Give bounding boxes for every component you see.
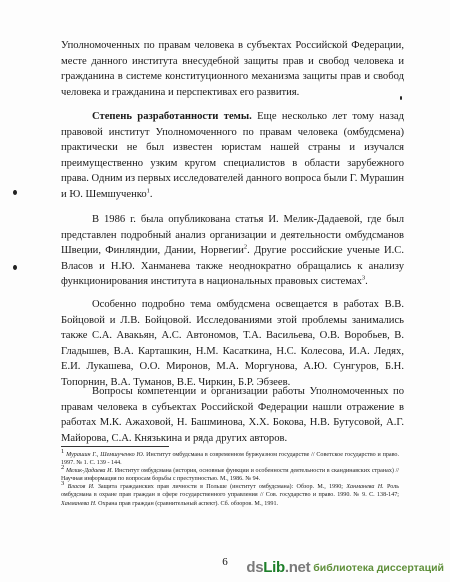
scan-speck — [13, 190, 17, 195]
footnote-author: Мурашин Г., Шемшученко Ю. — [66, 452, 145, 458]
dslib-logo — [246, 559, 310, 576]
main-text-1986 — [61, 212, 404, 290]
footnote-2 — [61, 464, 399, 483]
footnote-1 — [61, 447, 400, 467]
paragraph-text: В 1986 г. была опубликована статья И. Мелик-Дадаевой, где был представлен подробный анализ организации и деятельности омбудсманов Швеции, Финляндии, Дании, Норвегии — [61, 214, 404, 257]
paragraph-researchers: Особенно подробно тема омбудсмена освещается в работах В.В. Бойцовой и Л.В. Бойцовой. Исследованиями этой проблемы занимались также С.А. Авакьян, А.С. Автономов, Т.А. Васильева, О.В. Воробьев, В. Гладышев, В.А. Карташкин, Н.М. Касаткина, Н.С. Колесова, И.А. Ледях, Е.И. Лукашева, О.О. Миронов, М.А. Моргунова, А.Ю. Сунгуров, Б.Н. Топорнин, В.А. Туманов, В.Е. Чиркин, Б.Р. Эбзеев. — [61, 299, 404, 388]
paragraph-tail: . — [365, 276, 368, 288]
paragraph-degree-of-development — [61, 109, 404, 203]
footnote-author: Мелик-Дадаева И. — [65, 468, 114, 475]
main-text-section-degree — [61, 109, 404, 203]
dslib-tagline: библиотека диссертаций — [313, 561, 444, 574]
paragraph-1986-article — [61, 212, 404, 290]
footnote-text: Охрана прав граждан (сравнительный аспект). Сб. обзоров. М., 1991. — [96, 500, 279, 507]
main-text-competence — [61, 384, 404, 446]
logo-brand: Lib — [263, 559, 285, 576]
footnote-divider — [61, 446, 169, 447]
footnote-author: Власов И. — [67, 484, 95, 491]
footnote-ref-1: 1 — [146, 187, 150, 195]
footnote-author: Ханманева Н. — [346, 484, 384, 491]
footnote-text: Институт омбудсмана (история, основные функции и особенности деятельности в скандинавских странах) // Научная информация по вопросам борьбы с преступностью. М., 1986. № 94. — [61, 468, 399, 483]
section-heading-degree: Степень разработанности темы. — [92, 111, 252, 122]
footnote-mark: 2 — [61, 464, 65, 472]
footnote-mark: 1 — [61, 447, 65, 455]
scan-speck — [400, 96, 402, 100]
footnote-ref-2: 2 — [243, 243, 248, 251]
footnotes — [61, 447, 400, 508]
footnote-mark: 3 — [61, 480, 65, 488]
footnote-ref-3: 3 — [361, 274, 366, 282]
paragraph-tail: . — [149, 188, 153, 200]
scan-speck — [13, 265, 17, 270]
paragraph-intro-continuation: Уполномоченных по правам человека в субъектах Российской Федерации, месте данного института внесудебной защиты прав и свобод человека и гражданина в системе конституционного механизма защиты прав и свобод человека и гражданина и перспективах его развития. — [61, 40, 404, 98]
dslib-watermark[interactable] — [246, 559, 444, 576]
logo-prefix: ds — [246, 559, 264, 576]
paragraph-competence: Вопросы компетенции и организации работы Уполномоченных по правам человека в субъектах Российской Федерации нашли отражение в работах М.К. Ажаховой, Н. Башминова, Х.Х. Бокова, Н.В. Бутусовой, А.Г. Майорова, С.А. Князькина и ряда других авторов. — [61, 386, 404, 444]
page-number: 6 — [222, 556, 228, 568]
main-text-researchers — [61, 297, 404, 391]
paragraph-text: Еще несколько лет тому назад правовой институт Уполномоченного по правам человека (омбудсмена) практически не был известен юристам нашей страны и изучался преимущественно узким кругом специалистов в области зарубежного права. Одним из первых исследователей данного вопроса были Г. Мурашин и Ю. Шемшученко — [61, 111, 404, 200]
footnote-3 — [61, 480, 399, 507]
main-text — [61, 38, 404, 100]
footnote-text: Институт омбудсмана в современном буржуазном государстве // Советское государство и право. 1997. № 1. С. 139 - 144. — [61, 452, 400, 467]
footnote-author: Ханманева Н. — [61, 500, 97, 507]
footnote-text: Роль омбудсмана в охране прав граждан в сфере государственного управления // Сов. государство и право. 1990. № 9. С. 138-147; — [61, 484, 399, 499]
footnote-text: Защита гражданских прав личности в Польше (институт омбудсмана): Обзор. М., 1990; — [94, 484, 347, 491]
paragraph-text-cont: . Другие российские ученые И.С. Власов и Н.Ю. Ханманева также неоднократно обращались к анализу функционирования института в национальных правовых системах — [61, 245, 405, 288]
logo-suffix: .net — [284, 559, 311, 576]
